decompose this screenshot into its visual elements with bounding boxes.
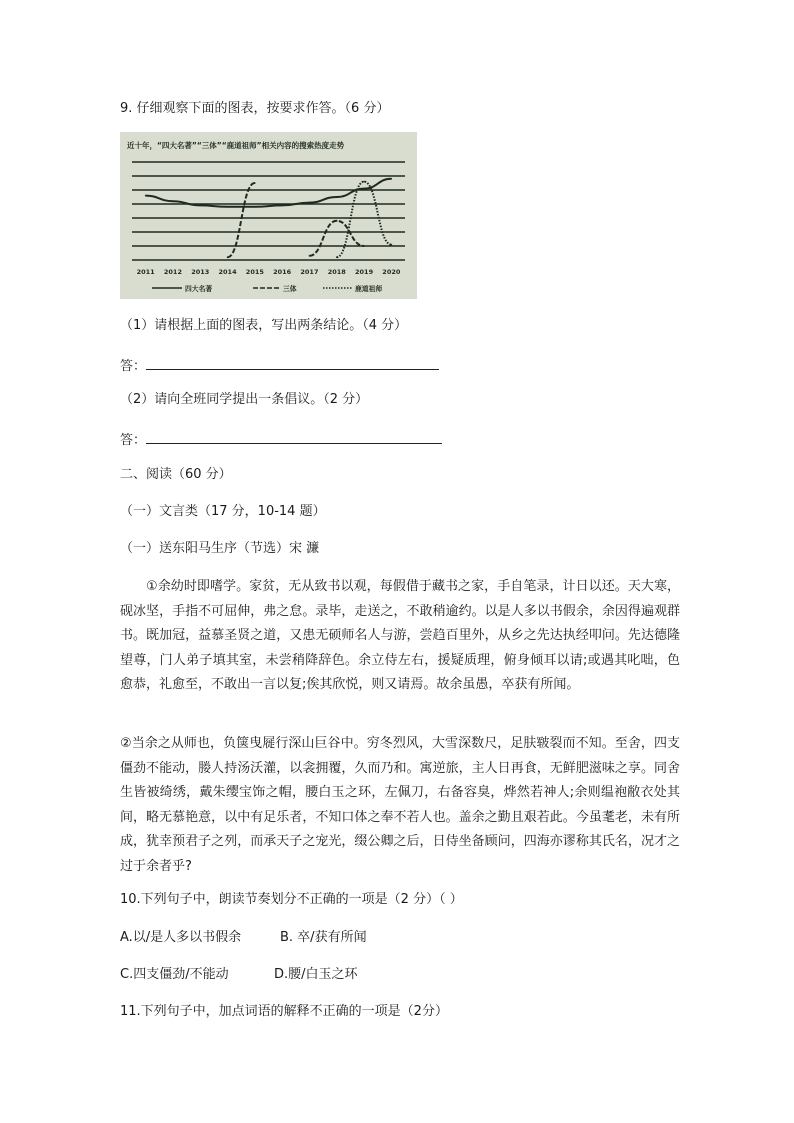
series-line-1 [146, 179, 392, 207]
search-trend-chart [120, 132, 417, 299]
question-10-options-row-2 [120, 966, 358, 984]
question-9-stem: 9. 仔细观察下面的图表，按要求作答。（6 分） [120, 101, 390, 116]
chart-x-ticks [137, 268, 401, 276]
series-1-point [227, 206, 229, 208]
question-10-stem: 10.下列句子中，朗读节奏划分不正确的一项是（2 分）（ ） [120, 892, 463, 907]
x-tick-label: 2019 [355, 268, 374, 276]
answer-label-2: 答： [120, 433, 147, 448]
series-2-point [254, 182, 256, 184]
section-2-title: 二、阅读（60 分） [120, 467, 232, 482]
series-1-point [391, 178, 393, 180]
answer-blank-1[interactable] [146, 355, 439, 370]
chart-legend [152, 284, 382, 293]
x-tick-label: 2011 [136, 268, 155, 276]
answer-blank-2[interactable] [146, 429, 442, 444]
series-3-point [391, 244, 393, 246]
option-d[interactable]: D.腰/白玉之环 [274, 967, 358, 982]
series-1-point [363, 188, 365, 190]
legend-label: 三体 [283, 285, 297, 293]
series-3-point [336, 256, 338, 258]
option-c[interactable]: C.四支僵劲/不能动 [120, 967, 229, 982]
x-tick-label: 2017 [300, 268, 319, 276]
question-9-sub-1: （1）请根据上面的图表，写出两条结论。（4 分） [120, 318, 408, 333]
series-3-point [363, 181, 365, 183]
x-tick-label: 2013 [191, 268, 210, 276]
x-tick-label: 2018 [327, 268, 346, 276]
question-11-stem: 11.下列句子中，加点词语的解释不正确的一项是（2分） [120, 1004, 448, 1019]
question-10-options-row-1 [120, 929, 367, 947]
legend-label: 四大名著 [185, 285, 213, 293]
series-2-point [309, 255, 311, 257]
chart-svg [120, 132, 417, 299]
series-2-point [363, 245, 365, 247]
series-2-point [227, 256, 229, 258]
series-1-point [254, 206, 256, 208]
section-2-sub: （一）文言类（17 分，10-14 题） [120, 504, 326, 519]
legend-label: 鹿道祖师 [355, 285, 383, 293]
series-line-2 [309, 221, 364, 256]
series-1-point [336, 196, 338, 198]
passage-paragraph-2: ②当余之从师也，负箧曳屣行深山巨谷中。穷冬烈风，大雪深数尺，足肤皲裂而不知。至舍，四支僵劲不能动，媵人持汤沃灌，以衾拥覆，久而乃和。寓逆旅，主人日再食，无鲜肥滋味之享。同舍生皆被绮绣，戴朱缨宝饰之帽，腰白玉之环，左佩刀，右备容臭，烨然若神人;余则缊袍敝衣处其间，略无慕艳意，以中有足乐者，不知口体之奉不若人也。盖余之勤且艰若此。今虽耄老，未有所成，犹幸预君子之列，而承天子之宠光，缀公卿之后，日侍坐备顾问，四海亦谬称其氏名，况才之过于余者乎? [120, 736, 680, 874]
series-1-point [199, 205, 201, 207]
question-9-sub-2: （2）请向全班同学提出一条倡议。（2 分） [120, 392, 369, 407]
series-2-point [336, 220, 338, 222]
series-1-point [309, 202, 311, 204]
x-tick-label: 2014 [218, 268, 237, 276]
answer-label-1: 答： [120, 359, 147, 374]
x-tick-label: 2020 [382, 268, 401, 276]
option-a[interactable]: A.以/是人多以书假余 [120, 930, 242, 945]
chart-title: 近十年，“四大名著”“三体”“鹿道祖师”相关内容的搜索热度走势 [127, 141, 345, 150]
x-tick-label: 2016 [273, 268, 292, 276]
passage-paragraph-1: ①余幼时即嗜学。家贫，无从致书以观，每假借于藏书之家，手自笔录，计日以还。天大寒，砚冰坚，手指不可屈伸，弗之怠。录毕，走送之，不敢稍逾约。以是人多以书假余，余因得遍观群书。既加冠，益慕圣贤之道，又患无硕师名人与游，尝趋百里外，从乡之先达执经叩问。先达德隆望尊，门人弟子填其室，未尝稍降辞色。余立侍左右，援疑质理，俯身倾耳以请;或遇其叱咄，色愈恭，礼愈至，不敢出一言以复;俟其欣悦，则又请焉。故余虽愚，卒获有所闻。 [120, 579, 680, 692]
series-1-point [281, 205, 283, 207]
x-tick-label: 2012 [163, 268, 182, 276]
x-tick-label: 2015 [245, 268, 264, 276]
passage-title: （一）送东阳马生序（节选）宋 濂 [120, 541, 320, 556]
series-1-point [145, 195, 147, 197]
series-1-point [172, 200, 174, 202]
answer-row-2 [120, 429, 442, 450]
answer-row-1 [120, 355, 439, 376]
option-b[interactable]: B. 卒/获有所闻 [280, 930, 367, 945]
